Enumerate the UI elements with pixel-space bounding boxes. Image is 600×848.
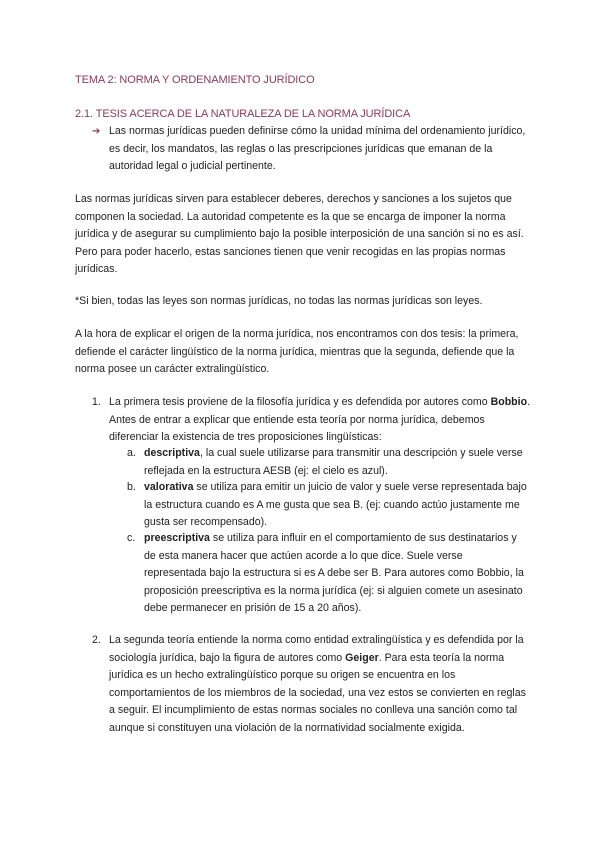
sub-item-evaluative xyxy=(127,479,527,532)
author-name: Bobbio xyxy=(490,396,528,408)
sub-letter: b. xyxy=(127,481,136,493)
list-number: 1. xyxy=(92,396,101,408)
list-item-second-thesis xyxy=(92,632,532,738)
document-title: TEMA 2: NORMA Y ORDENAMIENTO JURÍDICO xyxy=(75,74,315,86)
sub-text: se utiliza para influir en el comportamiento de sus destinatarios y de esta manera hacer que actúen acorde a lo que dice. Suele verse representada bajo la estructura si es A debe ser B. Para autores como Bobbio, la proposición preescriptiva es la norma jurídica (ej: si alguien comete un asesinato debe permanecer en prisión de 15 a 20 años). xyxy=(144,532,524,615)
item-text-before: La primera tesis proviene de la filosofía jurídica y es defendida por autores como xyxy=(109,396,488,408)
paragraph-norms-purpose: Las normas jurídicas sirven para establecer deberes, derechos y sanciones a los sujetos que componen la sociedad. La autoridad competente es la que se encarga de imponer la norma jurídica y de asegurar su cumplimiento bajo la posible interposición de una sanción si no es así. Pero para poder hacerlo, estas sanciones tienen que venir recogidas en las propias normas jurídicas. xyxy=(75,193,524,276)
sub-term: valorativa xyxy=(144,481,194,493)
sub-item-prescriptive xyxy=(127,530,527,618)
section-heading: 2.1. TESIS ACERCA DE LA NATURALEZA DE LA NORMA JURÍDICA xyxy=(75,108,411,120)
item-text-after: . Para esta teoría la norma jurídica es un hecho extralingüístico porque su origen se encuentra en los comportamientos de los miembros de la sociedad, una vez estos se convierten en reglas a seguir. El incumplimiento de estas normas sociales no conlleva una sanción como tal aunque si constituyen una violación de la normatividad socialmente exigida. xyxy=(109,651,526,734)
author-name: Geiger xyxy=(345,651,379,664)
sub-term: preescriptiva xyxy=(144,532,210,544)
item-text-after: . Antes de entrar a explicar que entiende esta teoría por norma jurídica, debemos diferenciar la existencia de tres proposiciones lingüísticas: xyxy=(109,396,531,444)
list-number: 2. xyxy=(92,634,101,646)
sub-text: se utiliza para emitir un juicio de valor y suele verse representada bajo la estructura cuando es A me gusta que sea B. (ej: cuando actúo justamente me gusta ser recompensado). xyxy=(144,481,527,529)
sub-text: , la cual suele utilizarse para transmitir una descripción y suele verse reflejada en la estructura AESB (ej: el cielo es azul). xyxy=(144,447,523,477)
item-text-before: La segunda teoría entiende la norma como entidad extralingüística y es defendida por la sociología jurídica, bajo la figura de autores como xyxy=(109,634,524,664)
sub-term: descriptiva xyxy=(144,447,200,459)
sub-item-descriptive xyxy=(127,445,527,480)
paragraph-laws-note: *Si bien, todas las leyes son normas jurídicas, no todas las normas jurídicas son leyes. xyxy=(75,295,483,307)
list-item-first-thesis xyxy=(92,394,532,447)
list-item-body xyxy=(109,394,532,447)
arrow-right-icon: ➔ xyxy=(92,126,101,137)
sub-letter: a. xyxy=(127,447,136,459)
paragraph-two-theses: A la hora de explicar el origen de la norma jurídica, nos encontramos con dos tesis: la primera, defiende el carácter lingüístico de la norma jurídica, mientras que la segunda, defiende que la norma posee un carácter extralingüístico. xyxy=(75,328,519,376)
intro-bullet xyxy=(92,123,532,176)
list-item-body xyxy=(109,632,532,738)
sub-letter: c. xyxy=(127,532,136,544)
intro-text: Las normas jurídicas pueden definirse cómo la unidad mínima del ordenamiento jurídico, es decir, los mandatos, las reglas o las prescripciones jurídicas que emanan de la autoridad legal o judicial pertinente. xyxy=(109,125,526,173)
